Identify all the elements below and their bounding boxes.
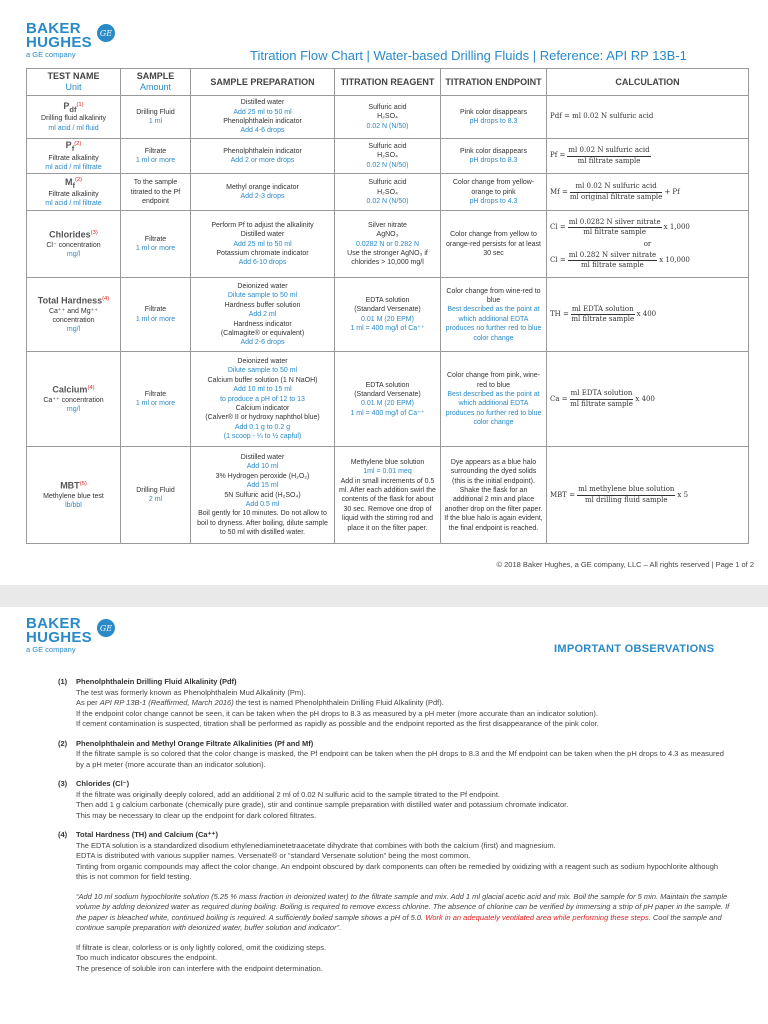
calc-cell: TH = $\frac{\text{ml EDTA solution}}{\text{ml filtrate sample}}$ x 400: [547, 278, 749, 352]
prep-cell: Methyl orange indicator Add 2-3 drops: [191, 174, 335, 211]
reagent-cell: Sulfuric acid H₂SO₄ 0.02 N (N/50): [335, 174, 441, 211]
col-test-name: TEST NAME Unit: [27, 69, 121, 96]
endpoint-cell: Color change from wine-red to blue Best described as the point at which additional EDTA produces no further red to blue color change: [441, 278, 547, 352]
sample-cell: To the sample titrated to the Pf endpoint: [121, 174, 191, 211]
table-row: [27, 211, 749, 278]
table-header-row: [27, 69, 749, 96]
reagent-cell: Sulfuric acid H₂SO₄ 0.02 N (N/50): [335, 139, 441, 174]
logo-line2: HUGHES: [26, 34, 92, 51]
table-row: [27, 352, 749, 447]
ge-monogram-icon: GE: [97, 619, 115, 637]
endpoint-cell: Color change from pink, wine-red to blue Best described as the point at which additional EDTA produces no further red to blue color change: [441, 352, 547, 447]
calc-cell: Pf = $\frac{\text{ml 0.02 N sulfuric acid}}{\text{ml filtrate sample}}$: [547, 139, 749, 174]
calc-cell: Cl = $\frac{\text{ml 0.0282 N silver nitrate}}{\text{ml filtrate sample}}$ x 1,000 or Cl = $\frac{\text{ml 0.282 N silver nitrate}}{\text{ml filtrate sample}}$ x 10,000: [547, 211, 749, 278]
observation-3: (3) Chlorides (Cl⁻) If the filtrate was originally deeply colored, add an additional 2 ml of 0.02 N sulfuric acid to the sample titrated to the Pf endpoint. Then add 1 g calcium carbonate (chemically pure grade), stir and continue sample preparation with distilled water and potassium chromate indicator. This may be necessary to clear up the endpoint for dark colored filtrates.: [58, 779, 569, 820]
observation-1: (1) Phenolphthalein Drilling Fluid Alkalinity (Pdf) The test was formerly known as Phenolphthalein Mud Alkalinity (Pm). As per API RP 13B-1 (Reaffirmed, March 2016) the test is named Phenolphthalein Drilling Fluid Alkalinity (Pdf). If the endpoint color change cannot be seen, it can be taken when the pH drops to 8.3 as measured by a pH meter (more accurate than an indicator solution). If cement contamination is suspected, titration shall be performed as rapidly as possible and the endpoint reported as the first disappearance of the pink color.: [58, 677, 599, 728]
test-name-cell: $P_f^{(2)}$ Filtrate alkalinity ml acid / ml filtrate: [27, 139, 121, 174]
sample-cell: Filtrate 1 ml or more: [121, 139, 191, 174]
prep-cell: Distilled water Add 10 ml 3% Hydrogen peroxide (H₂O₂) Add 15 ml 5N Sulfuric acid (H₂SO₄) Add 0.5 ml Boil gently for 10 minutes. Do not allow to boil to dryness. After boiling, dilute sample to 50 ml with distilled water.: [191, 447, 335, 544]
reagent-cell: Silver nitrate AgNO₃ 0.0282 N or 0.282 N Use the stronger AgNO₃ if chlorides > 10,000 mg/l: [335, 211, 441, 278]
table-row: [27, 174, 749, 211]
reagent-cell: EDTA solution (Standard Versenate) 0.01 M (20 EPM) 1 ml = 400 mg/l of Ca⁺⁺: [335, 352, 441, 447]
sample-cell: Filtrate 1 ml or more: [121, 352, 191, 447]
test-name-cell: Calcium$^{(4)}$ Ca⁺⁺ concentration mg/l: [27, 352, 121, 447]
logo-sub: a GE company: [26, 645, 76, 654]
col-titration-endpoint: TITRATION ENDPOINT: [441, 69, 547, 96]
logo-sub: a GE company: [26, 50, 76, 59]
endpoint-cell: Pink color disappears pH drops to 8.3: [441, 139, 547, 174]
ge-monogram-icon: GE: [97, 24, 115, 42]
table-row: [27, 278, 749, 352]
calc-cell: MBT = $\frac{\text{ml methylene blue solution}}{\text{ml drilling fluid sample}}$ x 5: [547, 447, 749, 544]
prep-cell: Deionized water Dilute sample to 50 ml Hardness buffer solution Add 2 ml Hardness indicator (Calmagite® or equivalent) Add 2-6 drops: [191, 278, 335, 352]
observations-list: [60, 677, 730, 983]
endpoint-cell: Color change from yellow-orange to pink pH drops to 4.3: [441, 174, 547, 211]
page-gap: [0, 585, 768, 607]
page-title: Titration Flow Chart | Water-based Drilling Fluids | Reference: API RP 13B-1: [250, 48, 687, 63]
endpoint-cell: Dye appears as a blue halo surrounding the dyed solids (this is the initial endpoint). Shake the flask for an additional 2 min and place another drop on the filter paper. If the blue halo is again evident, the final endpoint is reached.: [441, 447, 547, 544]
logo-line1: BAKER: [26, 615, 81, 632]
observation-4: (4) Total Hardness (TH) and Calcium (Ca⁺⁺) The EDTA solution is a standardized disodium ethylenediaminetetraacetate dihydrate that combines with both the calcium (first) and magnesium. EDTA is distributed with various supplier names. Versenate® or “standard Versenate solution” being the most common. Tinting from organic compounds may affect the color change. An endpoint obscured by dark components can often be remedied by oxidizing with a reagent such as sodium hypochlorite although this is not common for field testing. “Add 10 ml sodium hypochlorite solution (5.25 % mass fraction in deionized water) to the filtrate sample and mix. Add 1 ml glacial acetic acid and mix. Boil the sample for 5 min. Maintain the sample volume by adding deionized water as required during boiling. Boiling is required to remove excess chlorine. The absence of chlorine can be verified by immersing a strip of pH paper in the sample. If the paper is bleached white, continued boiling is required. A sufficiently boiled sample shows a pH of 5.0. Work in an adequately ventilated area while performing these steps. Cool the sample and continue sample preparation with deionized water, buffer solution and indicator”. If filtrate is clear, colorless or is only lightly colored, omit the oxidizing steps. Too much indicator obscures the endpoint. The presence of soluble iron can interfere with the endpoint determination.: [58, 830, 730, 973]
test-name-cell: $M_f^{(2)}$ Filtrate alkalinity ml acid / ml filtrate: [27, 174, 121, 211]
test-name-cell: $P_{df}^{(1)}$ Drilling fluid alkalinity ml acid / ml fluid: [27, 96, 121, 139]
test-name-cell: Chlorides$^{(3)}$ Cl⁻ concentration mg/l: [27, 211, 121, 278]
col-titration-reagent: TITRATION REAGENT: [335, 69, 441, 96]
reagent-cell: EDTA solution (Standard Versenate) 0.01 M (20 EPM) 1 ml = 400 mg/l of Ca⁺⁺: [335, 278, 441, 352]
endpoint-cell: Color change from yellow to orange-red persists for at least 30 sec: [441, 211, 547, 278]
logo-line2: HUGHES: [26, 629, 92, 646]
col-sample: SAMPLE Amount: [121, 69, 191, 96]
test-name-cell: Total Hardness$^{(4)}$ Ca⁺⁺ and Mg⁺⁺ concentration mg/l: [27, 278, 121, 352]
table-row: [27, 139, 749, 174]
col-sample-preparation: SAMPLE PREPARATION: [191, 69, 335, 96]
sample-cell: Drilling Fluid 1 ml: [121, 96, 191, 139]
reagent-cell: Sulfuric acid H₂SO₄ 0.02 N (N/50): [335, 96, 441, 139]
sample-cell: Filtrate 1 ml or more: [121, 211, 191, 278]
prep-cell: Distilled water Add 25 ml to 50 ml Phenolphthalein indicator Add 4-6 drops: [191, 96, 335, 139]
page-footer: © 2018 Baker Hughes, a GE company, LLC – All rights reserved | Page 1 of 2: [496, 560, 754, 569]
calc-cell: Pdf = ml 0.02 N sulfuric acid: [547, 96, 749, 139]
observations-title: IMPORTANT OBSERVATIONS: [554, 643, 715, 655]
col-calculation: CALCULATION: [547, 69, 749, 96]
table-row: [27, 447, 749, 544]
prep-cell: Deionized water Dilute sample to 50 ml Calcium buffer solution (1 N NaOH) Add 10 ml to 15 ml to produce a pH of 12 to 13 Calcium indicator (Calver® II or hydroxy naphthol blue) Add 0.1 g to 0.2 g (1 scoop - ¼ to ½ capful): [191, 352, 335, 447]
prep-cell: Perform Pf to adjust the alkalinity Distilled water Add 25 ml to 50 ml Potassium chromate indicator Add 6-10 drops: [191, 211, 335, 278]
logo-line1: BAKER: [26, 20, 81, 37]
baker-hughes-logo: [26, 22, 115, 59]
calc-cell: Ca = $\frac{\text{ml EDTA solution}}{\text{ml filtrate sample}}$ x 400: [547, 352, 749, 447]
table-row: [27, 96, 749, 139]
prep-cell: Phenolphthalein indicator Add 2 or more drops: [191, 139, 335, 174]
calc-cell: Mf = $\frac{\text{ml 0.02 N sulfuric acid}}{\text{ml original filtrate sample}}$ + Pf: [547, 174, 749, 211]
test-name-cell: MBT$^{(5)}$ Methylene blue test lb/bbl: [27, 447, 121, 544]
baker-hughes-logo: [26, 617, 115, 654]
page-2: [0, 607, 768, 1024]
sample-cell: Filtrate 1 ml or more: [121, 278, 191, 352]
sample-cell: Drilling Fluid 2 ml: [121, 447, 191, 544]
reagent-cell: Methylene blue solution 1ml = 0.01 meq Add in small increments of 0.5 ml. After each addition swirl the contents of the flask for about 30 sec. Remove one drop of liquid with the stirring rod and place it on the filter paper.: [335, 447, 441, 544]
observation-2: (2) Phenolphthalein and Methyl Orange Filtrate Alkalinities (Pf and Mf) If the filtrate sample is so colored that the color change is masked, the Pf endpoint can be taken when the pH drops to 8.3 and the Mf endpoint can be taken when the pH drops to 4.3 as measured by a pH meter (more accurate than an indicator solution).: [58, 738, 724, 769]
endpoint-cell: Pink color disappears pH drops to 8.3: [441, 96, 547, 139]
titration-table: [26, 68, 749, 544]
